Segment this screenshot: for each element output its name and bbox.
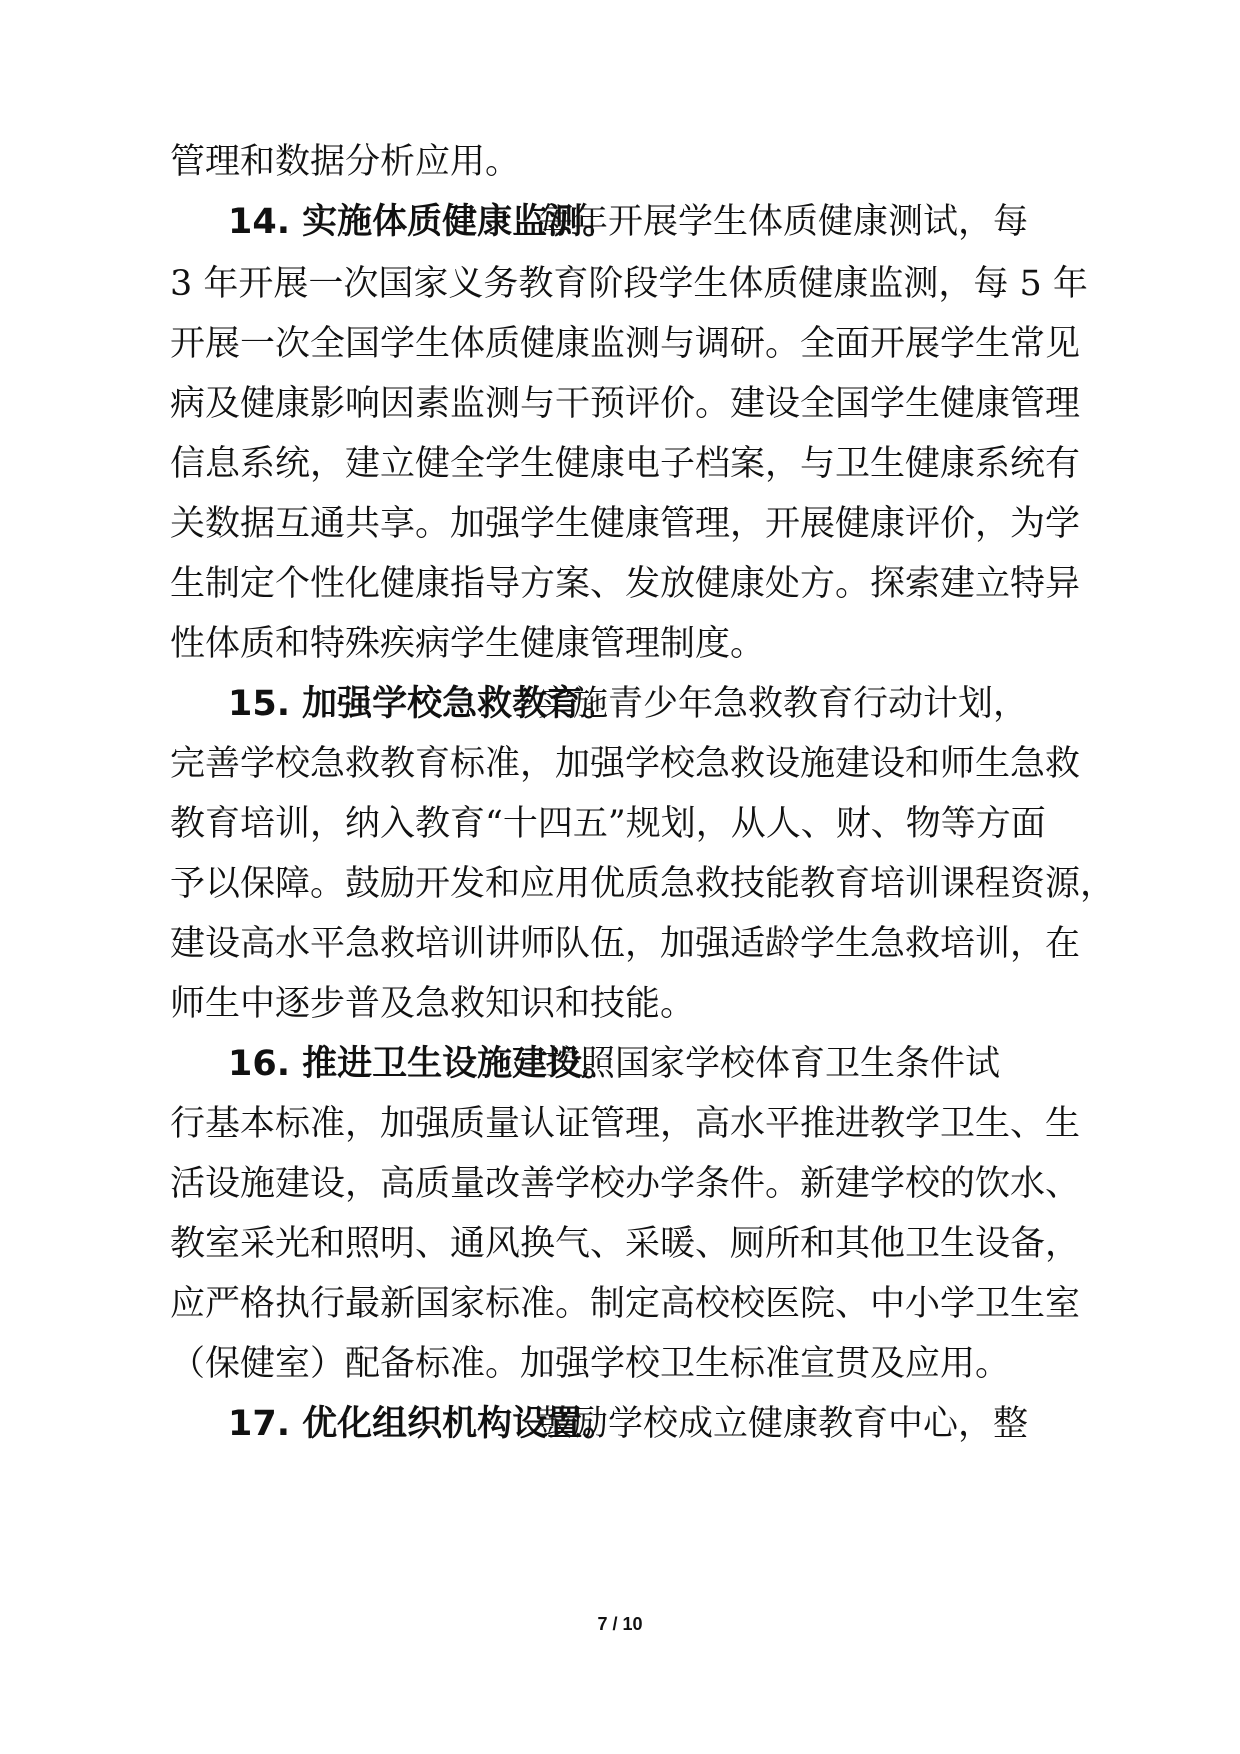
section-heading: 14. 实施体质健康监测。 <box>228 202 618 242</box>
paragraph-line: （保健室）配备标准。加强学校卫生标准宣贯及应用。 <box>170 1344 1011 1384</box>
paragraph-line: 3 年开展一次国家义务教育阶段学生体质健康监测，每 5 年 <box>170 264 1088 304</box>
paragraph-line: 应严格执行最新国家标准。制定高校校医院、中小学卫生室 <box>170 1284 1081 1324</box>
paragraph-line: 行基本标准，加强质量认证管理，高水平推进教学卫生、生 <box>170 1104 1081 1144</box>
paragraph-line: 开展一次全国学生体质健康监测与调研。全面开展学生常见 <box>170 324 1081 364</box>
paragraph-line: 病及健康影响因素监测与干预评价。建设全国学生健康管理 <box>170 384 1081 424</box>
section-heading: 16. 推进卫生设施建设。 <box>228 1044 618 1084</box>
heading-line-17: 17. 优化组织机构设置。 鼓励学校成立健康教育中心，整 <box>0 1400 1240 1448</box>
paragraph-line: 管理和数据分析应用。 <box>170 142 521 182</box>
paragraph-line: 教室采光和照明、通风换气、采暖、厕所和其他卫生设备， <box>170 1224 1081 1264</box>
heading-line-14: 14. 实施体质健康监测。 每年开展学生体质健康测试，每 <box>0 198 1240 246</box>
paragraph-line: 关数据互通共享。加强学生健康管理，开展健康评价，为学 <box>170 504 1081 544</box>
paragraph-line: 建设高水平急救培训讲师队伍，加强适龄学生急救培训，在 <box>170 924 1081 964</box>
paragraph-line: 完善学校急救教育标准，加强学校急救设施建设和师生急救 <box>170 744 1081 784</box>
heading-line-16: 16. 推进卫生设施建设。 按照国家学校体育卫生条件试 <box>0 1040 1240 1088</box>
paragraph-line: 生制定个性化健康指导方案、发放健康处方。探索建立特异 <box>170 564 1081 604</box>
paragraph-line: 予以保障。鼓励开发和应用优质急救技能教育培训课程资源， <box>170 864 1116 904</box>
paragraph-line: 教育培训，纳入教育“十四五”规划，从人、财、物等方面 <box>170 804 1046 844</box>
paragraph-line: 师生中逐步普及急救知识和技能。 <box>170 984 696 1024</box>
section-heading: 17. 优化组织机构设置。 <box>228 1404 618 1444</box>
section-heading: 15. 加强学校急救教育。 <box>228 684 618 724</box>
heading-line-15: 15. 加强学校急救教育。 实施青少年急救教育行动计划， <box>0 680 1240 728</box>
paragraph-line: 信息系统，建立健全学生健康电子档案，与卫生健康系统有 <box>170 444 1081 484</box>
paragraph-line: 活设施建设，高质量改善学校办学条件。新建学校的饮水、 <box>170 1164 1081 1204</box>
page-number: 7 / 10 <box>597 1614 643 1634</box>
paragraph-line: 性体质和特殊疾病学生健康管理制度。 <box>170 624 766 664</box>
